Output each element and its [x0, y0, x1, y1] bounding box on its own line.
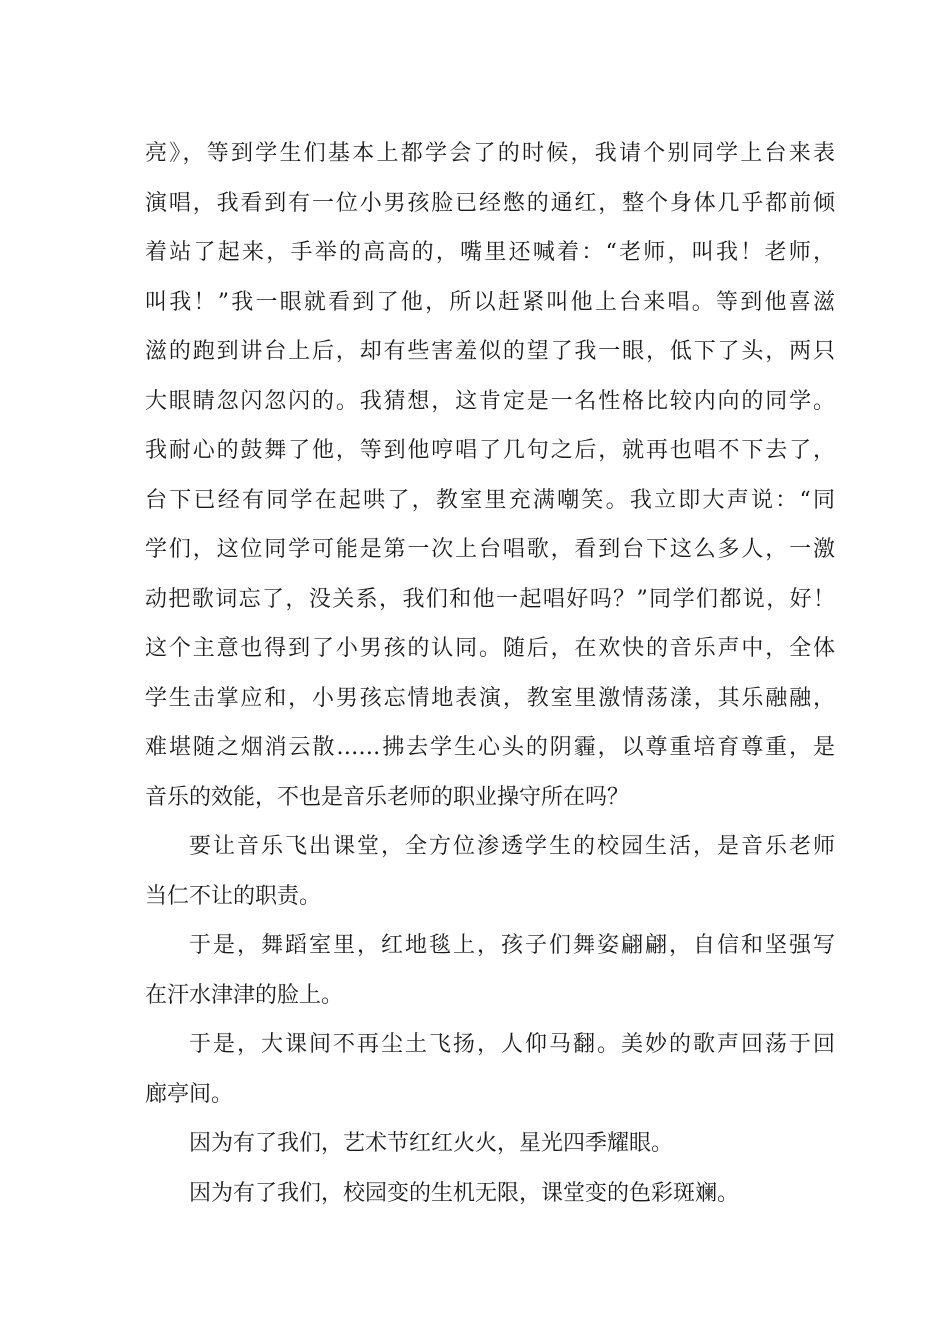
- text-line: 我耐心的鼓舞了他，等到他哼唱了几句之后，就再也唱不下去了，: [145, 438, 835, 463]
- text-line: 音乐的效能，不也是音乐老师的职业操守所在吗？: [145, 784, 630, 810]
- paragraph-first-line: 因为有了我们，校园变的生机无限，课堂变的色彩斑斓。: [189, 1180, 740, 1206]
- text-line: 难堪随之烟消云散……拂去学生心头的阴霾，以尊重培育尊重，是: [145, 735, 835, 760]
- text-line: 廊亭间。: [145, 1081, 234, 1107]
- text-line: 亮》，等到学生们基本上都学会了的时候，我请个别同学上台来表: [145, 141, 835, 166]
- text-line: 学生击掌应和，小男孩忘情地表演，教室里激情荡漾，其乐融融，: [145, 685, 835, 711]
- text-line: 台下已经有同学在起哄了，教室里充满嘲笑。我立即大声说：“同: [145, 487, 835, 513]
- paragraph-first-line: 于是，大课间不再尘土飞扬，人仰马翻。美妙的歌声回荡于回: [189, 1032, 835, 1057]
- text-line: 滋的跑到讲台上后，却有些害羞似的望了我一眼，低下了头，两只: [145, 339, 835, 364]
- text-line: 当仁不让的职责。: [145, 883, 322, 909]
- text-line: 大眼睛忽闪忽闪的。我猜想，这肯定是一名性格比较内向的同学。: [145, 388, 835, 414]
- text-line: 动把歌词忘了，没关系，我们和他一起唱好吗？”同学们都说，好！: [145, 586, 835, 612]
- text-line: 着站了起来，手举的高高的，嘴里还喊着：“老师，叫我！老师，: [145, 240, 835, 265]
- text-line: 演唱，我看到有一位小男孩脸已经憋的通红，整个身体几乎都前倾: [145, 190, 835, 216]
- text-line: 在汗水津津的脸上。: [145, 982, 344, 1008]
- text-line: 叫我！”我一眼就看到了他，所以赶紧叫他上台来唱。等到他喜滋: [145, 289, 835, 315]
- paragraph-first-line: 因为有了我们，艺术节红红火火，星光四季耀眼。: [189, 1131, 674, 1156]
- text-line: 这个主意也得到了小男孩的认同。随后，在欢快的音乐声中，全体: [145, 636, 835, 661]
- document-body: [145, 129, 835, 1218]
- paragraph-first-line: 于是，舞蹈室里，红地毯上，孩子们舞姿翩翩，自信和坚强写: [189, 933, 835, 958]
- text-line: 学们，这位同学可能是第一次上台唱歌，看到台下这么多人，一激: [145, 537, 835, 562]
- paragraph-first-line: 要让音乐飞出课堂，全方位渗透学生的校园生活，是音乐老师: [189, 834, 835, 859]
